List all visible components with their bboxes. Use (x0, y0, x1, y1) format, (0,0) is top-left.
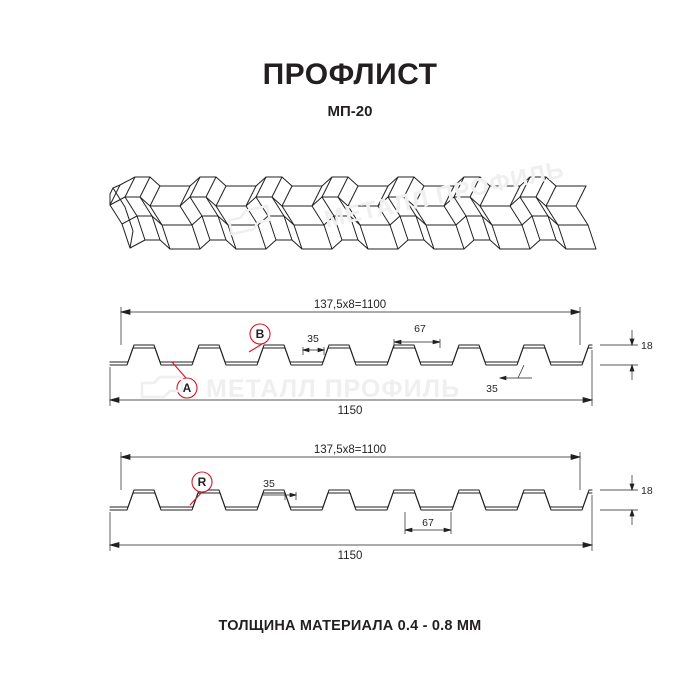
watermark-logo-icon-2 (140, 375, 184, 405)
bottom-dim-1150-label: 1150 (337, 550, 363, 562)
thickness-note: ТОЛЩИНА МАТЕРИАЛА 0.4 - 0.8 ММ (218, 618, 482, 634)
top-dim-35-right (500, 365, 532, 380)
bottom-dim-18-label: 18 (641, 485, 653, 497)
page-subtitle-model: МП-20 (327, 103, 373, 120)
marker-b-label: B (255, 327, 265, 341)
top-dim-35-left (303, 347, 324, 355)
bottom-dim-18 (600, 475, 638, 525)
top-dim-67 (394, 339, 440, 348)
bottom-dim-1100 (121, 452, 580, 490)
profile-top-drawing (110, 345, 592, 365)
profile-bottom-drawing (110, 490, 592, 510)
marker-r-label: R (197, 475, 207, 489)
watermark-text-top: МЕТАЛЛ ПРОФИЛЬ (322, 156, 567, 234)
bottom-dim-67-label: 67 (422, 517, 434, 529)
bottom-dim-35-label: 35 (263, 478, 275, 490)
page-title: ПРОФЛИСТ (262, 58, 438, 91)
top-dim-1100-label: 137,5x8=1100 (313, 299, 387, 311)
top-dim-67-label: 67 (414, 323, 426, 335)
top-dim-18-label: 18 (641, 340, 653, 352)
top-dim-1100 (121, 307, 580, 345)
top-dim-18 (600, 330, 638, 380)
marker-a-label: A (182, 381, 192, 395)
top-dim-35-right-label: 35 (486, 383, 498, 395)
bottom-dim-1100-label: 137,5x8=1100 (313, 444, 387, 456)
top-dim-1150-label: 1150 (337, 405, 363, 417)
top-dim-35-left-label: 35 (307, 333, 319, 345)
watermark-text-mid-left: МЕТАЛЛ ПРОФИЛЬ (206, 375, 461, 403)
